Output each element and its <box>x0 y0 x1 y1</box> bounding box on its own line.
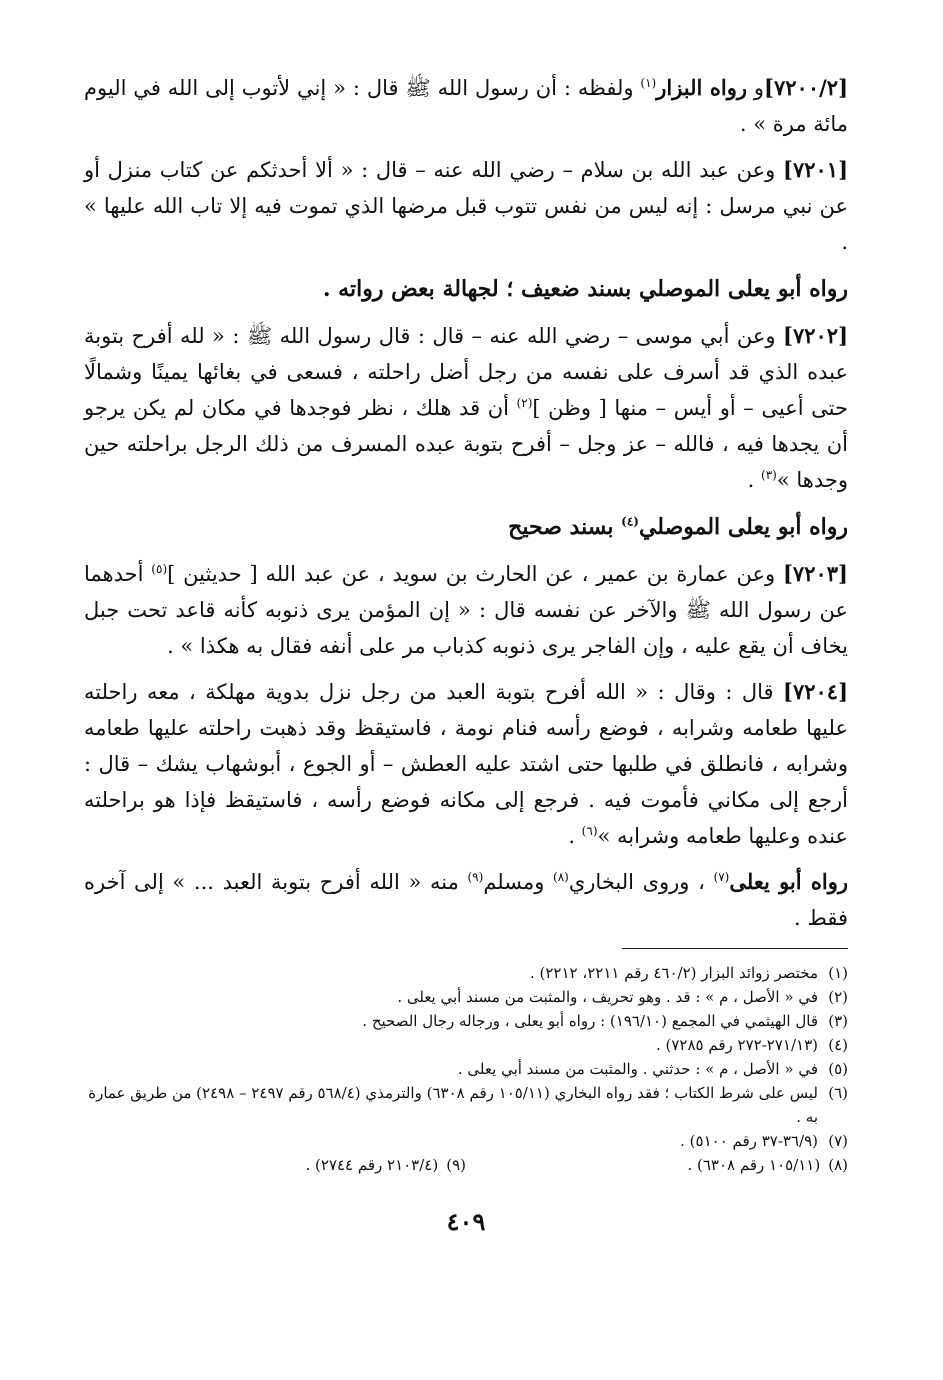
footnote-ref[interactable]: (٦) <box>581 824 598 838</box>
footnote-divider <box>622 948 848 949</box>
hadith-text: وعن عبد الله بن سلام – رضي الله عنه – قال : « ألا أحدثكم عن كتاب منزل أو عن نبي مرسل : إنه ليس من نفس تتوب قبل مرضها الذي تموت فيه إلا تاب الله عليها » . <box>84 158 848 254</box>
hadith-number: [٧٢٠٤] <box>783 679 848 704</box>
footnote <box>84 1153 466 1177</box>
footnote-text: في « الأصل ، م » : حدثني . والمثبت من مسند أبي يعلى . <box>457 1060 818 1078</box>
footnote-number: (٦) <box>828 1084 848 1102</box>
footnote <box>84 1081 848 1129</box>
book-page <box>84 70 848 1236</box>
footnote-ref[interactable]: (٣) <box>761 468 777 482</box>
hadith-number: [٧٢٠٠/٢] <box>764 75 848 100</box>
hadith-7200-2: [٧٢٠٠/٢]و رواه البزار$^{(١)}$ ولفظه : أن رسول الله ﷺ قال : « إني لأتوب إلى الله في اليوم مائة مرة » . <box>84 75 848 136</box>
source-bold: رواه البزار <box>656 75 747 100</box>
hadith-7204: [٧٢٠٤] قال : وقال : « الله أفرح بتوبة العبد من رجل نزل بدوية مهلكة ، معه راحلته عليها طعامه وشرابه ، فوضع رأسه فنام نومة ، فاستيقظ وقد ذهبت راحلته عليها طعامه وشرابه ، فانطلق في طلبها حتى اشتد عليه العطش – أو الجوع ، أبوشهاب يشك – قال : أرجع إلى مكاني فأموت فيه . فرجع إلى مكانه فوضع رأسه ، فاستيقظ فإذا هو براحلته عنده وعليها طعامه وشرابه »$^{(٦)}$ . <box>84 679 848 848</box>
footnote-number: (٩) <box>446 1156 466 1174</box>
footnote-text: مختصر زوائد البزار (٤٦٠/٢ رقم ٢٢١١، ٢٢١٢) . <box>529 964 818 982</box>
footnote-pair <box>84 1153 848 1177</box>
footnote-ref[interactable]: (٤) <box>621 514 639 529</box>
hadith-number: [٧٢٠١] <box>783 157 848 182</box>
footnote <box>84 961 848 985</box>
footnote-text: قال الهيثمي في المجمع (١٩٦/١٠) : رواه أبو يعلى ، ورجاله رجال الصحيح . <box>362 1012 818 1030</box>
hadith-number: [٧٢٠٣] <box>782 561 848 586</box>
page-number: ٤٠٩ <box>446 1207 486 1236</box>
footnote-text: (١٠٥/١١ رقم ٦٣٠٨) . <box>687 1156 821 1174</box>
footnote-ref[interactable]: (٩) <box>467 870 484 884</box>
footnote-number: (٨) <box>828 1156 848 1174</box>
footnote <box>84 1033 848 1057</box>
footnote <box>84 1009 848 1033</box>
footnote-number: (٧) <box>828 1132 848 1150</box>
footnote-number: (٣) <box>828 1012 848 1030</box>
footnote <box>84 1129 848 1153</box>
footnote-text: (٣٦/٩-٣٧ رقم ٥١٠٠) . <box>680 1132 818 1150</box>
footnote-number: (٥) <box>828 1060 848 1078</box>
grading-line: رواه أبو يعلى الموصلي$^{(٤)}$ بسند صحيح <box>508 514 848 540</box>
footnote-ref[interactable]: (١) <box>640 76 657 90</box>
footnote-number: (١) <box>828 964 848 982</box>
footnote-number: (٢) <box>828 988 848 1006</box>
hadith-7203: [٧٢٠٣] وعن عمارة بن عمير ، عن الحارث بن سويد ، عن عبد الله [ حديثين ]$^{(٥)}$ أحدهما عن رسول الله ﷺ والآخر عن نفسه قال : « إن المؤمن يرى ذنوبه كأنه قاعد تحت جبل يخاف أن يقع عليه ، وإن الفاجر يرى ذنوبه كذباب مر على أنفه فقال به هكذا » . <box>84 561 848 658</box>
source-bold: رواه أبو يعلى <box>729 869 848 894</box>
footnote-text: (٢٧١/١٣-٢٧٢ رقم ٧٢٨٥) . <box>655 1036 818 1054</box>
hadith-7201 <box>84 152 848 260</box>
footnotes <box>84 961 848 1177</box>
footnote <box>84 985 848 1009</box>
footnote-text: (٢١٠٣/٤ رقم ٢٧٤٤) . <box>305 1156 439 1174</box>
hadith-number: [٧٢٠٢] <box>783 323 848 348</box>
footnote-ref[interactable]: (٥) <box>151 562 168 576</box>
footnote-ref[interactable]: (٨) <box>553 870 569 884</box>
footnote-ref[interactable]: (٢) <box>516 396 533 410</box>
closing-attribution: رواه أبو يعلى$^{(٧)}$ ، وروى البخاري$^{(٨)}$ ومسلم$^{(٩)}$ منه « الله أفرح بتوبة العبد ... » إلى آخره فقط . <box>84 869 848 930</box>
footnote-ref[interactable]: (٧) <box>713 870 730 884</box>
footnote <box>84 1057 848 1081</box>
footnote-number: (٤) <box>828 1036 848 1054</box>
hadith-7202: [٧٢٠٢] وعن أبي موسى – رضي الله عنه – قال : قال رسول الله ﷺ : « لله أفرح بتوبة عبده الذي قد أسرف على نفسه من رجل أضل راحلته ، فسعى في بغائها يمينًا وشمالًا حتى أعيى – أو أيس – منها [ وظن ]$^{(٢)}$ أن قد هلك ، نظر فوجدها في مكان لم يكن يرجو أن يجدها فيه ، فالله – عز وجل – أفرح بتوبة عبده المسرف من ذلك الرجل براحلته حين وجدها »$^{(٣)}$ . <box>84 323 848 492</box>
footnote-text: ليس على شرط الكتاب ؛ فقد رواه البخاري (١٠٥/١١ رقم ٦٣٠٨) والترمذي (٥٦٨/٤ رقم ٢٤٩٧ – ٢٤٩٨) من طريق عمارة به . <box>88 1084 818 1126</box>
footnote-text: في « الأصل ، م » : قد . وهو تحريف ، والمثبت من مسند أبي يعلى . <box>397 988 818 1006</box>
footnote <box>466 1153 848 1177</box>
grading-line: رواه أبو يعلى الموصلي بسند ضعيف ؛ لجهالة بعض رواته . <box>322 276 848 302</box>
